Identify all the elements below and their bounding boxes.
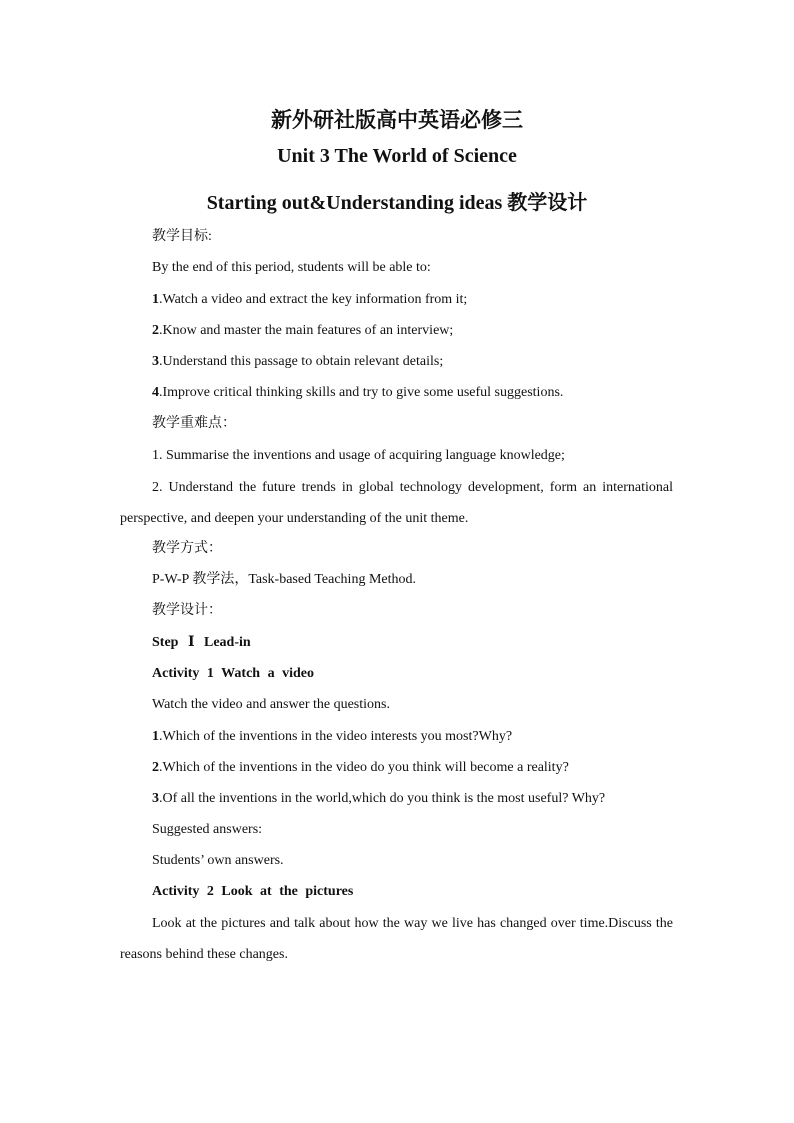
method-heading: 教学方式： <box>152 541 222 556</box>
design-heading: 教学设计： <box>152 603 222 618</box>
activity1-title: Activity 1 Watch a video <box>152 666 314 681</box>
question-number: 2 <box>152 760 159 775</box>
keypoint-item-2: 2. Understand the future trends in global technology development, form an international perspective, and deepen your understanding of the unit theme. <box>120 480 673 526</box>
method-text: P-W-P 教学法，Task-based Teaching Method. <box>152 572 416 587</box>
objective-item <box>152 352 443 372</box>
objective-item <box>152 290 467 310</box>
objective-number: 3 <box>152 354 159 369</box>
objective-text: .Watch a video and extract the key information from it; <box>159 292 468 307</box>
objective-item <box>152 321 453 341</box>
step-heading: Step Ⅰ Lead-in <box>152 635 251 650</box>
objective-item <box>152 383 563 403</box>
objective-number: 2 <box>152 323 159 338</box>
activity2-instruction: Look at the pictures and talk about how the way we live has changed over time.Discuss the reasons behind these changes. <box>120 916 673 962</box>
title-chinese: 新外研社版高中英语必修三 <box>271 108 523 132</box>
question-text: .Which of the inventions in the video do you think will become a reality? <box>159 760 569 775</box>
question-text: .Which of the inventions in the video interests you most?Why? <box>159 729 513 744</box>
objective-text: .Know and master the main features of an interview; <box>159 323 454 338</box>
suggested-answers-label: Suggested answers: <box>152 822 263 837</box>
objective-text: .Understand this passage to obtain relevant details; <box>159 354 444 369</box>
objective-number: 1 <box>152 292 159 307</box>
suggested-answers-text: Students’ own answers. <box>152 853 284 868</box>
title-unit: Unit 3 The World of Science <box>277 145 517 167</box>
question-item <box>152 758 569 778</box>
activity2-title: Activity 2 Look at the pictures <box>152 884 354 899</box>
objective-number: 4 <box>152 385 159 400</box>
objectives-intro: By the end of this period, students will be able to: <box>152 260 431 275</box>
question-item <box>152 789 605 809</box>
question-item <box>152 727 512 747</box>
objectives-heading: 教学目标: <box>152 229 212 244</box>
question-number: 3 <box>152 791 159 806</box>
question-number: 1 <box>152 729 159 744</box>
activity1-instruction: Watch the video and answer the questions. <box>152 697 390 712</box>
question-text: .Of all the inventions in the world,which do you think is the most useful? Why? <box>159 791 606 806</box>
objective-text: .Improve critical thinking skills and try to give some useful suggestions. <box>159 385 564 400</box>
keypoints-heading: 教学重难点： <box>152 416 236 431</box>
keypoint-item-1: 1. Summarise the inventions and usage of acquiring language knowledge; <box>152 448 565 463</box>
title-lesson: Starting out&Understanding ideas 教学设计 <box>206 192 588 214</box>
